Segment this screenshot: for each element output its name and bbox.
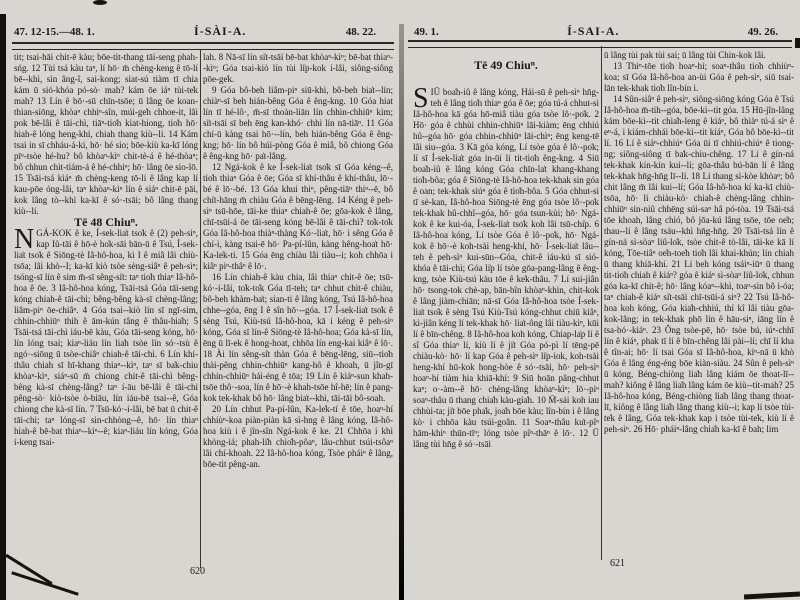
scan-left-edge-shadow [0, 14, 6, 600]
book-title-left: Í-SÀI-A. [194, 24, 247, 38]
right-page-running-head [414, 24, 778, 40]
chapter-48-heading: Tē 48 Chiuⁿ. [74, 215, 138, 229]
binding-gutter-shadow [399, 24, 404, 600]
drop-cap-s: S [413, 83, 429, 114]
verse-text-paragraph: 14 Sûn-siâⁿ ê peh-sìⁿ, siông-siōng kóng Góa ê Tsú Iâ-hô-hoa m̄-tih--góa, bōe-kì--tit góa. 15 Hū-jîn-lâng kám bōe-kì--tit chia̍h-leng ê kiáⁿ, bô thiàⁿ tú-á siⁿ ê eⁿ-á, i kiám-chhái bōe-kì--tit kiáⁿ, Góa bô bōe-kì--tit lí. 16 Lí ê siáⁿ-chhiúⁿ Góa ūi tī chhiú-chiúⁿ ê tiong-ng; siông-siông tī ba̍k-chiu-chêng. 17 Lí ê gín-ná tek-khak kín-kín kui--lí; gōa-thâu bú-bān lí ê lâng tek-khak hn̄g-hn̄g lī--lí. 18 Lí thang sì-kòe khòaⁿ; bô chit lâng m̄ lâi kui--lí; Góa Iâ-hô-hoa kí ka-kī chiù-tsōa, hō· lí chiàu-kò· chiah-ê chèng-lâng chhin-chhiūⁿ sin-niû chhēng súi-saⁿ hâ pó-tòa. 19 Tsāi-tsá tōe khoah, lâng chió, bô jōa-kú lâng tsōe, tōe oe̍h; thau--lí ê lâng tsáu--khì hn̄g-hn̄g. 20 Tsāi-tsá lín ê gín-ná sì-sòaⁿ liû-lo̍k, tsòe chit-ê tò-lâi, tāi-ke kā lí kóng, Tōe-tiâⁿ oe̍h-toe̍h tio̍h lâi khai-khún; lín chiah ū thang khiā-khí. 21 Lí beh kóng tsáiⁿ-iūⁿ ū thang tit-tio̍h chiah ê kiáⁿ? góa ê kiáⁿ sì-sòaⁿ liû-lo̍k, chhun góa ka-kī chit-ê; hō· lâng kóaⁿ--khì, toaⁿ-sin bô i-óa; taⁿ chiah-ê kiáⁿ si̍t-tsāi chī-tsūi-á siⁿ? 22 Tsú Iâ-hô-hoa koh kóng, Góa kia̍h-chhiú, thí kî lâi tiàu gōa-kok-lâng; in tek-khak phō lín ê hāu-siⁿ, iāng lín ê tsa-bó·-kiáⁿ. 23 Ông tsòe-pē, hō· tsòe bú, iúⁿ-chhī lín ê kiáⁿ, phak tī lí ê bīn-chêng lâi pài--lí; chī lí kha ê tîn-ai; hō· lí tsai Góa sī Iâ-hô-hoa, kìⁿ-nā ū khò Góa ê lâng éng-éng bōe kiàn-siàu. 24 Sûn ê peh-sìⁿ ū kóng, Béng-chiòng lia̍h lâng kiám ōe thoat-lī--mah? kiông ê lâng lia̍h lâng kám ōe kiù--tit-mah? 25 Iâ-hô-hoa kóng, Béng-chiòng lia̍h lâng thang thoat-lī, kiông ê lâng lia̍h lâng thang kiù--i; kap lí tsòe tùi-te̍k ê lâng, Góa tek-khak kap i tsòe tùi-te̍k, kiù lí ê peh-sìⁿ. 26 Hō· pháiⁿ-lâng chia̍h ka-kī ê bah; lim [604, 94, 794, 434]
verse-text-paragraph: 16 Lín chiah-ê kàu chia, lâi thiaⁿ chit-ê ōe; tsū-kó·-í-lâi, to̍k-to̍k Góa tī-teh; taⁿ chhut chit-ê chiàu, bô-beh khàm-ba̍t; sian-ti ê lâng kóng, Tsú Iâ-hô-hoa chhe--góa, ēng I ê sîn hō·--góa. 17 Í-sek-lia̍t tso̍k ê sèng Tsú, Kiù-tsú Iâ-hô-hoa, kā i kéng ê peh-sìⁿ kóng, Góa sī lín-ê Siōng-tè Iâ-hô-hoa; Góa kà-sī lín, ēng ū lī-ek ê hong-hoat, chhōa lín eng-kai kiâⁿ ê lō·. 18 Ài lín sêng-si̍t thàn Góa ê bēng-lēng, siū--tio̍h thài-pêng chhin-chhiūⁿ kang-hô ê khoah, ū jîn-gī chhin-chhiūⁿ hái-éng ê tōa; 19 Lín ê kiáⁿ-sun khah-tsōe thô·-soa, lín ê hō·-è khah-tsōe hî-hē; lín ê pang-kok tek-khak bô hō· lâng bia̍t--khì, tāi-tāi bô-soah. [203, 272, 393, 403]
verse-text-paragraph: lah. 8 Nā-sī lín si̍t-tsāi bē-bat khòaⁿ-kìⁿ; bē-bat thiaⁿ--kìⁿ; Góa tsai-kiò lín tùi li̍p-kok í-lâi, siông-siông pōe-ge̍k. [203, 52, 393, 84]
right-page-column-2 [604, 50, 794, 435]
left-page-column-rule [200, 50, 201, 568]
chapter-49-heading: Tē 49 Chiuⁿ. [474, 58, 538, 72]
scan-artifact-dot [795, 38, 800, 48]
chapter-49-opening-paragraph [413, 83, 599, 450]
right-page-column-1 [413, 52, 599, 450]
scan-artifact-scribble [5, 554, 52, 585]
verse-text: IŪ boa̍h-iû ê lâng kóng, Hái-sū ê peh-sìⁿ hn̄g-teh ê lâng tio̍h thiaⁿ góa ê ōe; góa tú-á chhut-sì Iâ-hô-hoa kā góa hō-miâ tiàu góa tsòe lô·-po̍k. 2 Hō· góa ê chhùi chhin-chhiūⁿ lāi-kiàm; ēng chhiú hû--góa hō· góa chhin-chhiūⁿ lāi-chìⁿ; ēng keng-tē lâi siu--góa. 3 Kā góa kóng, Lí tsòe góa ê lô·-po̍k; lí sī Í-sek-lia̍t góa in-ūi lí tit-tio̍h êng-kng. 4 Siū boa̍h-iû ê lâng kóng Góa chīn-la̍t khang-khang tio̍h-bôa; góa ê Siōng-tè Iâ-hô-hoa tek-khak sin góa ê oan; tek-khak siúⁿ góa ê tio̍h-bôa. 5 Góa chhut-sì tī sè-kan, Iâ-hô-hoa Siōng-tè ēng góa tsòe lô·-po̍k tek-khak hû-chhî--góa, hō· góa tsun-kùi; hō· Ngá-kok ê ke kui-óa, Í-sek-lia̍t tso̍k koh lâi tsū-chi̍p. 6 Iâ-hô-hoa kóng, Lí tsòe Góa ê lô·-po̍k, hō· Ngá-kok ê hō·-è koh-tsài heng-khí, hō· Í-sek-lia̍t lâu--teh ê peh-sìⁿ kui-sūn--Góa, chit-ê iáu-kú sī sió-khóa ê tāi-chì; Góa li̍p lí tsòe gōa-pang-lâng ê êng-kng, tsòe Kiù-tsú kàu tōe ê ke̍k-thâu. 7 Lí sui-jiân hō· tsong-tok chè-ap, bān-bîn khòaⁿ-khin, chit-kok ê lâng jiàm-chiān; nā-sī Góa Iâ-hô-hoa tsòe Í-sek-lia̍t tso̍k ê sèng Tsú Kiù-Tsú kóng-chhut chiū kiâⁿ, kì-jiân kéng lí tek-khak hō· lia̍t-ông lâi tiàu-kìⁿ, kūi lí ê bīn-chêng. 8 Iâ-hô-hoa koh kóng, Chiap-la̍p lí ê sî Góa thiaⁿ lí, kiù lí ê ji̍t Góa pó-pì lí tēng-pē chiàu-kò· hō· lí kap Góa ê peh-sìⁿ li̍p-iok, koh-tsài heng-khí hū-kok hong-hòe ê só·-tsāi, hō· peh-sìⁿ hoaⁿ-hí tiàm hia khiā-khí: 9 Siū hoān pâng-chhut kaⁿ; o·-àm--ê hō· chèng-lâng khòaⁿ-kìⁿ; lō·-piⁿ soaⁿ-thâu ū thang chia̍h kàu-gia̍h. 10 M̄-sái koh iau chhùi-ta; ji̍t bōe pha̍k, joa̍h bōe kàu; lîn-bín i ê lâng kò· i chhōa kàu tsúi-goân. 11 Soaⁿ-thâu ku̍t-pîⁿ hām-khiⁿ thūn-tīⁿ; lóng tsòe pîⁿ-thāⁿ ê lō·. 12 Ū lâng tùi hn̄g ê só·-tsāi [413, 87, 599, 449]
right-start-verse-ref: 49. 1. [414, 26, 439, 38]
left-page-number: 620 [190, 566, 205, 577]
verse-text: GÁ-KOK ê ke, Í-sek-lia̍t tso̍k ê (2) peh-sìⁿ, kap Iû-tāi ê hō-è ho̍k-sāi bān-ū ê Tsú, Í-sek-lia̍t tso̍k ê Siōng-tè Iâ-hô-hoa, kì I ê miâ lâi chiù-tsōa; lâi khò--I; ka-kī kiò tsòe sèng-siâⁿ ê peh-sìⁿ; tsóng-sī lín ê sim m̄-sī sêng-si̍t: taⁿ tio̍h thiaⁿ Iâ-hô-hoa ê ōe. 3 Iâ-hô-hoa kóng, Tsāi-tsá Góa tāi-seng kóng chiah-ê tāi-chì; bêng-bêng kà-sī chèng-lâng; liâm-piⁿ ōe-chiâⁿ. 4 Góa tsai--kiò lín sī ngī-sim, chhin-chhiūⁿ thih ê ām-kún tâng ê thâu-hia̍h; 5 Tsāi-tsá tāi-chì iáu-bē kàu, Góa tāi-seng kóng, hō· lín lóng tsai; kiaⁿ-liáu lín lia̍h tsòe lín só·-tsù ê ngó·-siōng ū tsòe-chiâⁿ chiah-ê tāi-chì. 6 Lín khí-thâu chiah sī hī-khang thiaⁿ--kìⁿ, taⁿ sī ba̍k-chiu khòaⁿ-kìⁿ, siáⁿ-sū m̄ chiong chit-ê tāi-chì bêng-bêng kà-sī chèng-lâng? taⁿ í-āu bē-lâi ê tāi-chì pêng-sò· kiò-tsòe ò-biāu, lín iáu-bē tsai--ê, Góa chiong che kà-sī lín. 7 Tsū-kó·-í-lâi, bē bat ū chit-ê tāi-chì; taⁿ lóng-sī sin-chhòng--ê, hō· lín thiaⁿ hiah-ê bē-bat thiaⁿ--kìⁿ--ê; kiaⁿ-liáu lín kóng, Góa í-keng tsai- [14, 228, 198, 447]
verse-text-paragraph: tit; tsai-hāi chit-ē kàu; bōe-tit-thang tāi-seng phah-sńg. 12 Tùi tsá kàu taⁿ, lí hō· m̄ chèng-keng ê tō-lí bē--khì, sìn âng-î, sai-kong; siat-sú tiàm tī chia kám ū sió-khóa pó-sò· mah? kám ōe iáⁿ tùi-te̍k mah? 13 Lín ê bō·-sū chīn-tsōe; ū lâng ōe koan-thian-siōng, khòaⁿ chhiⁿ-sîn, múi-ge̍h chhoe-it, lâi pok bē-lâi ê tāi-chì, tiāⁿ-tio̍h kiat-hiong, tio̍h hō· hiah-ê lóng heng-khí, chiah thang kiù--lí. 14 Kám tsai in sī chháu-á-ki, hō· hé sio; bōe-kiù ka-kī lóng pīⁿ-tsòe hé-hu? bô khòaⁿ-kìⁿ chit-tè-á ê hé-thòaⁿ; bô chhun chit-tiám-á ê hé-chhiⁿ; hō· lâng ōe sio-lō. 15 Tsāi-tsá kiáⁿ m̄ chèng-keng tō-lí ê lâng kap lí kau-pōe óng-lâi, taⁿ khòaⁿ-kìⁿ lín ê siáⁿ chit-ē pāi, kok lâng tò--khì ka-kī ê só·-tsāi; bô lâng thang kiù--lí. [14, 52, 198, 216]
left-page-running-head [14, 24, 376, 40]
scan-artifact-dot [93, 0, 107, 5]
verse-text-paragraph: ū lâng tùi pak tùi sai; ū lâng tùi Chin-kok lâi. [604, 50, 766, 60]
verse-text-paragraph: 9 Góa bô-beh liâm-piⁿ siū-khì, bô-beh bia̍t--lín; chiàⁿ-sī beh hián-bêng Góa ê êng-kng. 10 Góa hiat lín tī hé-lô·, m̄-sī thoàn-liān lín chhin-chhiūⁿ kim; si̍t-tsāi sī beh ēng kan-khó· chhì lín nā-tiāⁿ. 11 Góa chí-ū kàng tsai hō·--lín, beh hián-bêng Góa ê êng-kng; hō· lín bô húi-pòng Góa ê miâ, bô chiong Góa ê êng-kng hō· pa̍t-lâng. [203, 85, 393, 161]
right-page-number: 621 [610, 558, 625, 569]
book-title-right: Í-SAI-A. [567, 24, 620, 38]
right-head-rule [408, 40, 792, 48]
verse-text-paragraph: 20 Lín chhut Pa-pí-lûn, Ka-le̍k-tí ê tōe, hoaⁿ-hí chhiùⁿ-koa piàn-piàn kā sì-hng ê lâng kóng, Iâ-hô-hoa kiù i ê jîn-sîn Ngá-kok ê ke. 21 Chhōa i khì khòng-iá; phah-li̍h chio̍h-pôaⁿ, lâu-chhut tsúi-tsôaⁿ lâi chí-khoah. 22 Iâ-hô-hoa kóng, Tsòe pháiⁿ ê lâng, bōe-tit pêng-an. [203, 404, 393, 469]
left-page-column-1 [14, 52, 198, 448]
left-page-column-2 [203, 52, 393, 470]
chapter-48-opening-paragraph [14, 224, 198, 448]
verse-text-paragraph: 12 Ngá-kok ê ke Í-sek-lia̍t tso̍k sī Góa kéng--ê, tio̍h thiaⁿ Góa ê ōe; Góa sī khí-thâu ê khí-thâu, lō·-bé ê lō·-bé. 13 Góa khui thiⁿ, pêng-tiāⁿ thiⁿ--ē, bô chi̍t-hāng m̄ chiàu Góa ê bēng-lēng. 14 Kéng ê peh-sìⁿ tsū-hōe, tāi-ke thiaⁿ chiah-ê ōe; gōa-kok ê lâng, chī-tsūi-á ōe tāi-seng kóng bē-lâi ê tāi-chì? to̍k-to̍k Góa Iâ-hô-hoa thiàⁿ-thàng Kó·-lia̍t, hō· i sêng Góa ê chí-ì, kàng tsai-ē hō· Pa-pí-lûn, kàng hêng-hoa̍t hō· Ka-le̍k-tí. 15 Góa ēng chiàu lâi tiàu--i; koh chhōa i kiâⁿ piⁿ-thâⁿ ê lō·. [203, 162, 393, 271]
drop-cap-n: N [14, 224, 35, 255]
right-end-verse-ref: 49. 26. [747, 26, 778, 38]
scan-artifact-scribble [11, 571, 79, 595]
right-page-column-rule [601, 46, 602, 560]
left-end-verse-ref: 48. 22. [345, 26, 376, 38]
left-head-rule [12, 42, 394, 50]
scan-artifact-mark [744, 592, 800, 600]
verse-text-paragraph: 13 Thiⁿ-tōe tio̍h hoaⁿ-hí; soaⁿ-thâu tio̍h chhiùⁿ-koa; sī Góa Iâ-hô-hoa an-ùi Góa ê peh-sìⁿ, siū tsai-lān tek-khak tio̍h lîn-bín i. [604, 61, 794, 93]
left-chapter-verse-range: 47. 12-15.—48. 1. [14, 26, 95, 38]
